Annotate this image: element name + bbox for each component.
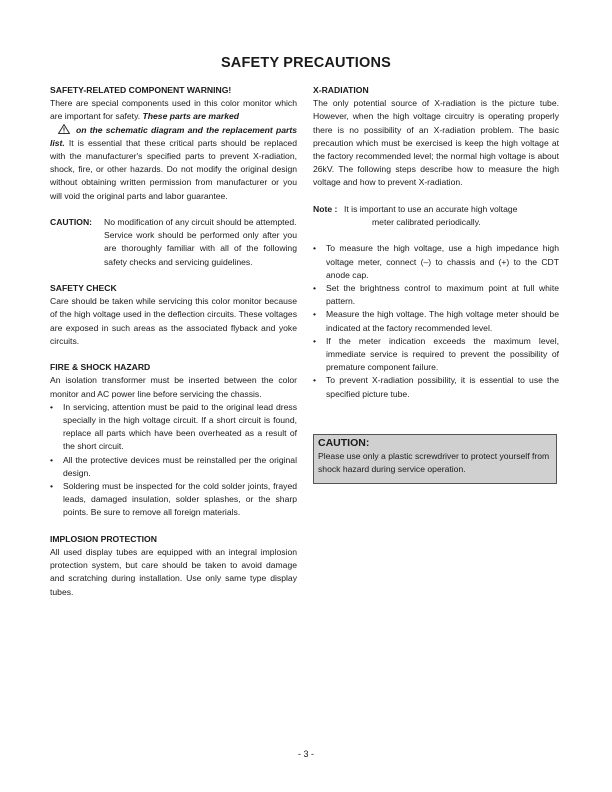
list-item: • In servicing, attention must be paid to the original lead dress specially in the high voltage circuit. If a short circuit is found, replace all parts which have been overheated as a result of the short circuit.: [50, 401, 297, 452]
note-text-1: It is important to use an accurate high voltage: [344, 203, 518, 214]
caution-box-text: Please use only a plastic screwdriver to protect yourself from shock hazard during service operation.: [318, 451, 550, 474]
caution-label: CAUTION:: [50, 217, 93, 228]
warning-text-2: It is essential that these critical parts should be replaced with the manufacturer's specified parts to prevent X-radiation, shock, fire, or other hazards. Do not modify the original design without obtaining written permission from manufacturer or you will void the original parts and labor guarantee.: [50, 137, 297, 201]
page-number: - 3 -: [297, 749, 314, 759]
caution-text-1: No modification of any circuit should be attempted.: [104, 217, 297, 228]
page-title: SAFETY PRECAUTIONS: [220, 55, 392, 71]
right-column: [313, 84, 559, 401]
safety-check-heading: SAFETY CHECK: [50, 283, 117, 294]
list-item: • Set the brightness control to maximum point at full white pattern.: [313, 283, 559, 307]
xradiation-text: The only potential source of X-radiation is the picture tube. However, when the high voltage circuitry is operating properly there is no possibility of an X-radiation problem. The basic precaution which must be exercised is keep the high voltage at the factory recommended level; the normal high voltage is about 26kV. The following steps describe how to measure the high voltage and how to prevent X-radiation.: [313, 98, 559, 188]
fire-shock-intro: An isolation transformer must be inserted between the color monitor and AC power line before servicing the chassis.: [50, 375, 297, 399]
note-text-2: meter calibrated periodically.: [372, 217, 481, 228]
list-item: • All the protective devices must be reinstalled per the original design.: [50, 454, 297, 478]
list-item: • To measure the high voltage, use a high impedance high voltage meter, connect (–) to chassis and (+) to the CDT anode cap.: [313, 243, 559, 280]
caution-text-2: Service work should be performed only after you are thoroughly familiar with all of the following safety checks and servicing guidelines.: [104, 230, 297, 267]
caution-block: [50, 216, 297, 269]
caution-box-title: CAUTION:: [318, 437, 370, 449]
warning-text-1: There are special components used in this color monitor which are important for safety.: [50, 98, 297, 122]
safety-check-text: Care should be taken while servicing this color monitor because of the high voltage used in the deflection circuits. These voltages are exposed in such areas as the associated flyback and yoke circuits.: [50, 296, 297, 346]
implosion-heading: IMPLOSION PROTECTION: [50, 533, 157, 544]
note-label: Note :: [313, 203, 338, 214]
list-item: • Soldering must be inspected for the cold solder joints, frayed leads, damaged insulation, solder splashes, or the sharp points. Be sure to remove all foreign materials.: [50, 481, 297, 518]
warning-emphasis-1: These parts are marked: [142, 111, 240, 122]
warning-heading: SAFETY-RELATED COMPONENT WARNING!: [50, 85, 232, 95]
caution-box: [313, 434, 557, 484]
warning-triangle-icon: [58, 124, 70, 134]
fire-shock-heading: FIRE & SHOCK HAZARD: [50, 362, 151, 373]
note-block: [313, 203, 559, 229]
left-column: [50, 84, 297, 599]
list-item: • Measure the high voltage. The high voltage meter should be indicated at the factory recommended level.: [313, 309, 559, 333]
xradiation-heading: X-RADIATION: [313, 85, 369, 95]
warning-emphasis-2: on the schematic diagram and the replacement parts list.: [50, 124, 297, 148]
implosion-text: All used display tubes are equipped with an integral implosion protection system, but care should be taken to avoid damage and scratching during installation. Use only same type display tubes.: [50, 547, 297, 597]
warning-paragraph: [50, 97, 297, 203]
list-item: • To prevent X-radiation possibility, it is essential to use the specified picture tube.: [313, 375, 559, 399]
list-item: • If the meter indication exceeds the maximum level, immediate service is required to prevent the possibility of premature component failure.: [313, 335, 559, 373]
